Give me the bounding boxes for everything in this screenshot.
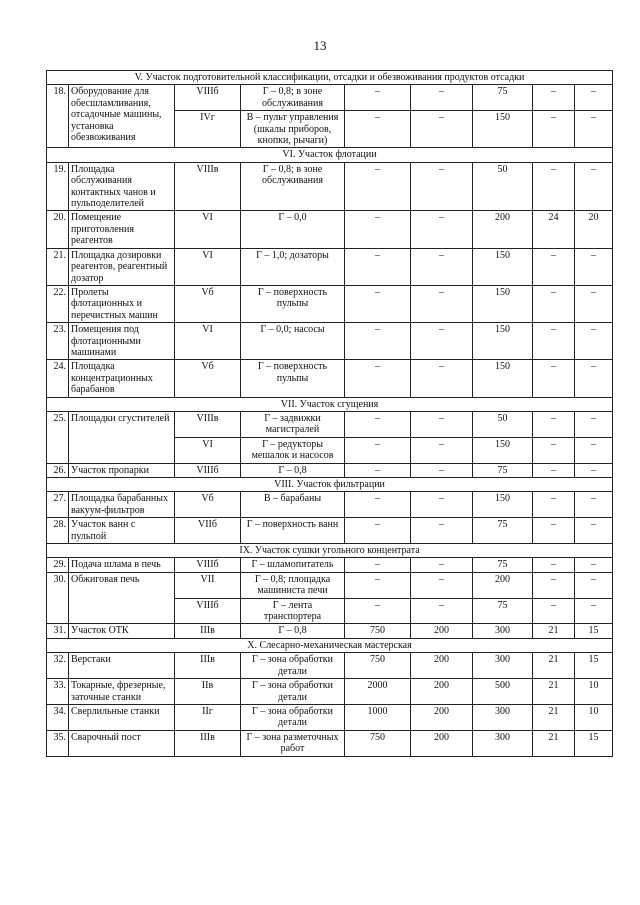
pulsation-coefficient-value: – [575, 360, 613, 397]
row-number: 34. [47, 704, 69, 730]
work-surface-plane: Г – задвижки магистралей [241, 411, 345, 437]
row-number: 21. [47, 248, 69, 285]
visual-work-category: IIIв [175, 624, 241, 638]
discomfort-index-value: – [533, 437, 575, 463]
row-number: 30. [47, 572, 69, 624]
pulsation-coefficient-value: – [575, 411, 613, 437]
general-lighting-value: 200 [411, 624, 473, 638]
general-only-lighting-value: 50 [473, 162, 533, 211]
general-lighting-value: 200 [411, 679, 473, 705]
general-only-lighting-value: 75 [473, 598, 533, 624]
pulsation-coefficient-value: – [575, 85, 613, 111]
workplace-name: Обжиговая печь [69, 572, 175, 624]
section-header-row [47, 638, 613, 652]
visual-work-category: IIв [175, 679, 241, 705]
combined-lighting-value: – [345, 518, 411, 544]
table-row [47, 162, 613, 211]
discomfort-index-value: – [533, 285, 575, 322]
work-surface-plane: Г – 0,8; в зоне обслуживания [241, 85, 345, 111]
general-only-lighting-value: 300 [473, 704, 533, 730]
general-only-lighting-value: 150 [473, 437, 533, 463]
table-row [47, 679, 613, 705]
table-row [47, 653, 613, 679]
general-only-lighting-value: 200 [473, 572, 533, 598]
combined-lighting-value: – [345, 285, 411, 322]
general-lighting-value: – [411, 558, 473, 572]
discomfort-index-value: – [533, 463, 575, 477]
discomfort-index-value: 21 [533, 704, 575, 730]
page-number: 13 [313, 38, 327, 53]
combined-lighting-value: – [345, 598, 411, 624]
pulsation-coefficient-value: – [575, 285, 613, 322]
table-row [47, 730, 613, 756]
general-lighting-value: – [411, 360, 473, 397]
row-number: 31. [47, 624, 69, 638]
combined-lighting-value: – [345, 85, 411, 111]
table-row [47, 285, 613, 322]
combined-lighting-value: – [345, 323, 411, 360]
general-lighting-value: – [411, 162, 473, 211]
general-lighting-value: – [411, 285, 473, 322]
general-only-lighting-value: 300 [473, 730, 533, 756]
workplace-name: Площадка барабанных вакуум-фильтров [69, 492, 175, 518]
pulsation-coefficient-value: 10 [575, 704, 613, 730]
section-header-row [47, 397, 613, 411]
row-number: 26. [47, 463, 69, 477]
discomfort-index-value: – [533, 111, 575, 148]
general-lighting-value: – [411, 248, 473, 285]
row-number: 24. [47, 360, 69, 397]
combined-lighting-value: – [345, 572, 411, 598]
discomfort-index-value: – [533, 598, 575, 624]
row-number: 20. [47, 211, 69, 248]
pulsation-coefficient-value: 15 [575, 624, 613, 638]
discomfort-index-value: – [533, 572, 575, 598]
workplace-name: Верстаки [69, 653, 175, 679]
row-number: 32. [47, 653, 69, 679]
general-only-lighting-value: 75 [473, 85, 533, 111]
section-title: IX. Участок сушки угольного концентрата [47, 544, 613, 558]
discomfort-index-value: – [533, 411, 575, 437]
general-only-lighting-value: 300 [473, 624, 533, 638]
visual-work-category: VIIIв [175, 411, 241, 437]
visual-work-category: IIIв [175, 730, 241, 756]
pulsation-coefficient-value: 20 [575, 211, 613, 248]
combined-lighting-value: – [345, 492, 411, 518]
general-lighting-value: – [411, 598, 473, 624]
general-lighting-value: 200 [411, 653, 473, 679]
visual-work-category: VI [175, 248, 241, 285]
general-only-lighting-value: 150 [473, 248, 533, 285]
general-only-lighting-value: 500 [473, 679, 533, 705]
workplace-name: Сверлильные станки [69, 704, 175, 730]
pulsation-coefficient-value: – [575, 518, 613, 544]
section-header-row [47, 478, 613, 492]
section-title: VI. Участок флотации [47, 148, 613, 162]
work-surface-plane: Г – 0,8 [241, 624, 345, 638]
work-surface-plane: Г – 0,8; в зоне обслуживания [241, 162, 345, 211]
work-surface-plane: Г – зона обработки детали [241, 704, 345, 730]
combined-lighting-value: – [345, 111, 411, 148]
combined-lighting-value: – [345, 211, 411, 248]
combined-lighting-value: 1000 [345, 704, 411, 730]
work-surface-plane: Г – 0,0 [241, 211, 345, 248]
combined-lighting-value: – [345, 437, 411, 463]
discomfort-index-value: 21 [533, 624, 575, 638]
section-title: X. Слесарно-механическая мастерская [47, 638, 613, 652]
general-only-lighting-value: 75 [473, 558, 533, 572]
work-surface-plane: Г – 0,8 [241, 463, 345, 477]
visual-work-category: VI [175, 323, 241, 360]
workplace-name: Пролеты флотационных и перечистных машин [69, 285, 175, 322]
workplace-name: Оборудование для обесшламливания, отсадочные машины, установка обезвоживания [69, 85, 175, 148]
general-only-lighting-value: 150 [473, 323, 533, 360]
table-row [47, 360, 613, 397]
visual-work-category: VI [175, 437, 241, 463]
workplace-name: Токарные, фрезерные, заточные станки [69, 679, 175, 705]
work-surface-plane: Г – лента транспортера [241, 598, 345, 624]
discomfort-index-value: – [533, 558, 575, 572]
table-row [47, 558, 613, 572]
pulsation-coefficient-value: 15 [575, 730, 613, 756]
visual-work-category: Vб [175, 492, 241, 518]
discomfort-index-value: – [533, 248, 575, 285]
table-row [47, 704, 613, 730]
visual-work-category: VIIIб [175, 598, 241, 624]
row-number: 25. [47, 411, 69, 463]
work-surface-plane: Г – поверхность ванн [241, 518, 345, 544]
general-lighting-value: – [411, 572, 473, 598]
combined-lighting-value: – [345, 463, 411, 477]
pulsation-coefficient-value: – [575, 598, 613, 624]
general-lighting-value: 200 [411, 704, 473, 730]
general-lighting-value: – [411, 323, 473, 360]
combined-lighting-value: – [345, 411, 411, 437]
discomfort-index-value: 24 [533, 211, 575, 248]
row-number: 33. [47, 679, 69, 705]
section-title: V. Участок подготовительной классификации, отсадки и обезвоживания продуктов отсадки [47, 71, 613, 85]
combined-lighting-value: – [345, 360, 411, 397]
general-lighting-value: – [411, 411, 473, 437]
workplace-name: Помещение приготовления реагентов [69, 211, 175, 248]
work-surface-plane: Г – поверхность пульпы [241, 285, 345, 322]
pulsation-coefficient-value: 10 [575, 679, 613, 705]
row-number: 22. [47, 285, 69, 322]
pulsation-coefficient-value: – [575, 492, 613, 518]
pulsation-coefficient-value: 15 [575, 653, 613, 679]
general-only-lighting-value: 75 [473, 518, 533, 544]
visual-work-category: IIIв [175, 653, 241, 679]
section-header-row [47, 148, 613, 162]
work-surface-plane: Г – 0,0; насосы [241, 323, 345, 360]
pulsation-coefficient-value: – [575, 111, 613, 148]
combined-lighting-value: 750 [345, 653, 411, 679]
combined-lighting-value: 750 [345, 624, 411, 638]
discomfort-index-value: 21 [533, 679, 575, 705]
discomfort-index-value: – [533, 323, 575, 360]
workplace-name: Помещения под флотационными машинами [69, 323, 175, 360]
row-number: 18. [47, 85, 69, 148]
illumination-norms-table [46, 70, 613, 757]
general-only-lighting-value: 150 [473, 492, 533, 518]
work-surface-plane: Г – шламопитатель [241, 558, 345, 572]
general-only-lighting-value: 150 [473, 285, 533, 322]
section-header-row [47, 71, 613, 85]
work-surface-plane: Г – зона обработки детали [241, 679, 345, 705]
work-surface-plane: Г – 0,8; площадка машиниста печи [241, 572, 345, 598]
section-title: VII. Участок сгущения [47, 397, 613, 411]
general-lighting-value: – [411, 111, 473, 148]
visual-work-category: VI [175, 211, 241, 248]
work-surface-plane: В – пульт управления (шкалы приборов, кнопки, рычаги) [241, 111, 345, 148]
workplace-name: Площадка дозировки реагентов, реагентный дозатор [69, 248, 175, 285]
work-surface-plane: Г – редукторы мешалок и насосов [241, 437, 345, 463]
general-only-lighting-value: 200 [473, 211, 533, 248]
section-header-row [47, 544, 613, 558]
workplace-name: Площадки сгустителей [69, 411, 175, 463]
general-only-lighting-value: 75 [473, 463, 533, 477]
visual-work-category: VIIIв [175, 162, 241, 211]
work-surface-plane: Г – зона обработки детали [241, 653, 345, 679]
visual-work-category: Vб [175, 285, 241, 322]
table-row [47, 463, 613, 477]
general-only-lighting-value: 50 [473, 411, 533, 437]
general-lighting-value: – [411, 492, 473, 518]
visual-work-category: VIIб [175, 518, 241, 544]
row-number: 29. [47, 558, 69, 572]
general-only-lighting-value: 300 [473, 653, 533, 679]
workplace-name: Сварочный пост [69, 730, 175, 756]
general-lighting-value: – [411, 437, 473, 463]
general-lighting-value: 200 [411, 730, 473, 756]
work-surface-plane: Г – поверхность пульпы [241, 360, 345, 397]
general-lighting-value: – [411, 85, 473, 111]
table-row [47, 411, 613, 437]
table-row [47, 323, 613, 360]
pulsation-coefficient-value: – [575, 323, 613, 360]
workplace-name: Площадка концентрационных барабанов [69, 360, 175, 397]
visual-work-category: Vб [175, 360, 241, 397]
workplace-name: Подача шлама в печь [69, 558, 175, 572]
pulsation-coefficient-value: – [575, 248, 613, 285]
section-title: VIII. Участок фильтрации [47, 478, 613, 492]
general-only-lighting-value: 150 [473, 111, 533, 148]
combined-lighting-value: – [345, 162, 411, 211]
table-row [47, 518, 613, 544]
table-row [47, 248, 613, 285]
pulsation-coefficient-value: – [575, 463, 613, 477]
pulsation-coefficient-value: – [575, 558, 613, 572]
combined-lighting-value: – [345, 558, 411, 572]
row-number: 27. [47, 492, 69, 518]
pulsation-coefficient-value: – [575, 572, 613, 598]
table-row [47, 572, 613, 598]
work-surface-plane: В – барабаны [241, 492, 345, 518]
discomfort-index-value: – [533, 360, 575, 397]
discomfort-index-value: 21 [533, 730, 575, 756]
discomfort-index-value: – [533, 85, 575, 111]
row-number: 35. [47, 730, 69, 756]
visual-work-category: VIIIб [175, 85, 241, 111]
visual-work-category: IVг [175, 111, 241, 148]
work-surface-plane: Г – зона разметочных работ [241, 730, 345, 756]
workplace-name: Участок ванн с пульпой [69, 518, 175, 544]
general-lighting-value: – [411, 518, 473, 544]
combined-lighting-value: 2000 [345, 679, 411, 705]
table-row [47, 492, 613, 518]
visual-work-category: VII [175, 572, 241, 598]
row-number: 28. [47, 518, 69, 544]
table-row [47, 211, 613, 248]
workplace-name: Площадка обслуживания контактных чанов и пульподелителей [69, 162, 175, 211]
work-surface-plane: Г – 1,0; дозаторы [241, 248, 345, 285]
pulsation-coefficient-value: – [575, 162, 613, 211]
discomfort-index-value: 21 [533, 653, 575, 679]
visual-work-category: VIIIб [175, 558, 241, 572]
combined-lighting-value: 750 [345, 730, 411, 756]
visual-work-category: IIг [175, 704, 241, 730]
combined-lighting-value: – [345, 248, 411, 285]
discomfort-index-value: – [533, 492, 575, 518]
workplace-name: Участок ОТК [69, 624, 175, 638]
general-only-lighting-value: 150 [473, 360, 533, 397]
row-number: 19. [47, 162, 69, 211]
general-lighting-value: – [411, 463, 473, 477]
row-number: 23. [47, 323, 69, 360]
general-lighting-value: – [411, 211, 473, 248]
table-row [47, 85, 613, 111]
workplace-name: Участок пропарки [69, 463, 175, 477]
discomfort-index-value: – [533, 518, 575, 544]
pulsation-coefficient-value: – [575, 437, 613, 463]
discomfort-index-value: – [533, 162, 575, 211]
visual-work-category: VIIIб [175, 463, 241, 477]
table-row [47, 624, 613, 638]
